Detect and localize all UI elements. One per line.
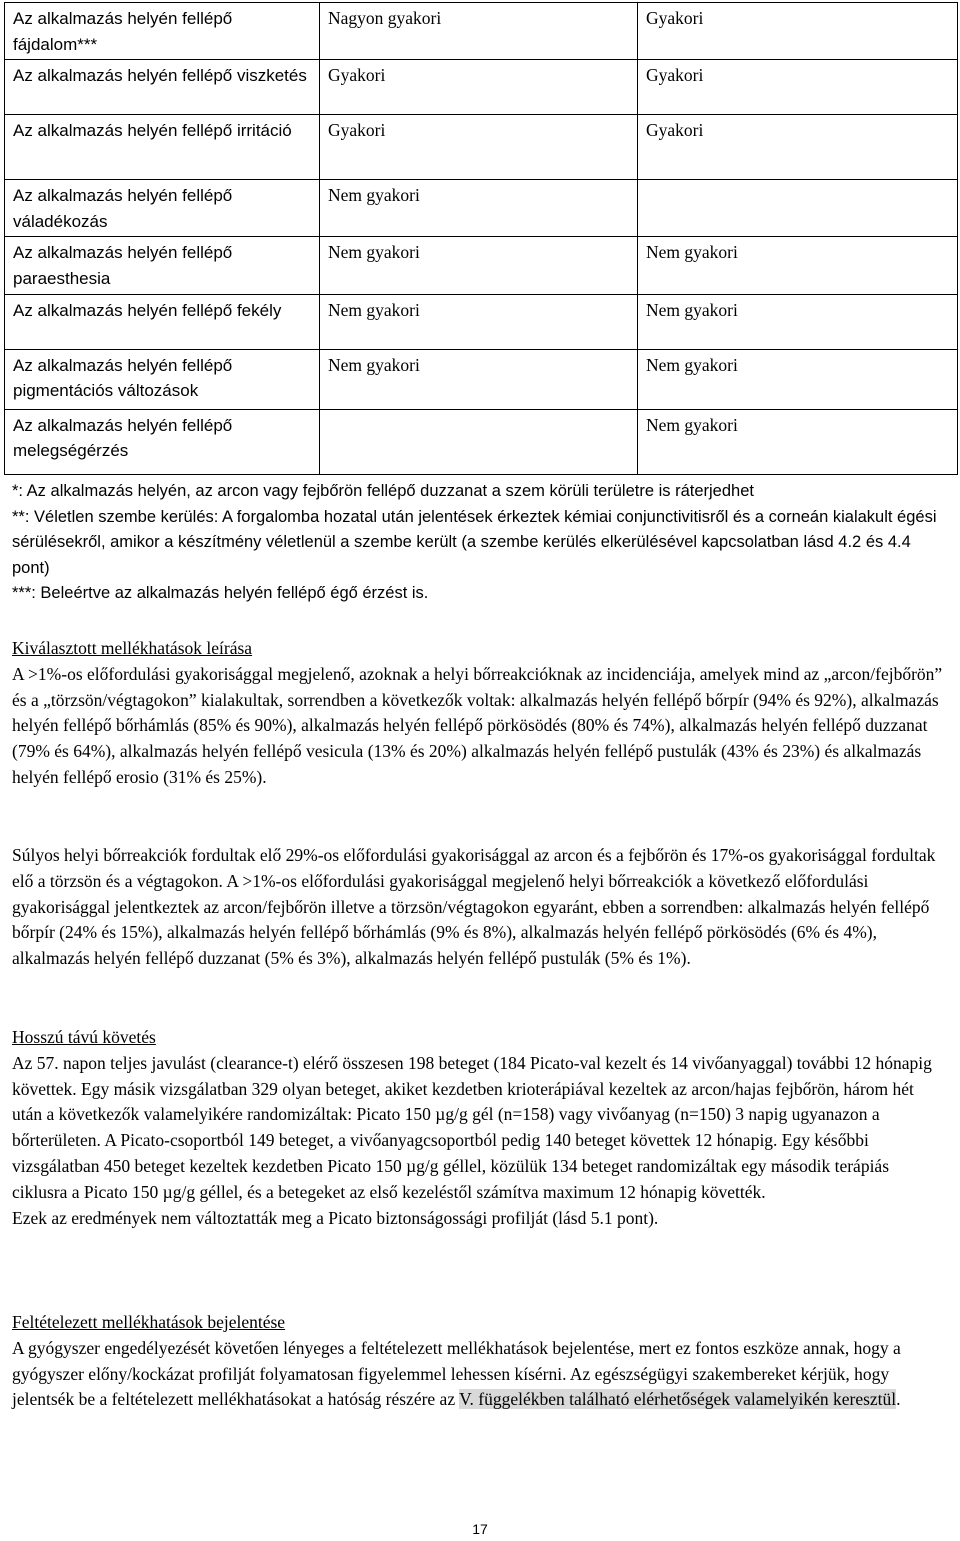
- table-footnotes: [12, 479, 947, 607]
- reaction-term-cell: Az alkalmazás helyén fellépő pigmentációs változások: [5, 349, 320, 409]
- frequency-trunk-cell: Gyakori: [638, 115, 958, 180]
- reaction-term-cell: Az alkalmazás helyén fellépő irritáció: [5, 115, 320, 180]
- footnote-3: ***: Beleértve az alkalmazás helyén fellépő égő érzést is.: [12, 584, 429, 603]
- reaction-term-cell: Az alkalmazás helyén fellépő viszketés: [5, 60, 320, 115]
- section-severe-skin-reactions: [12, 843, 947, 972]
- table-row: [5, 115, 958, 180]
- paragraph: Az 57. napon teljes javulást (clearance-t) elérő összesen 198 beteget (184 Picato-val kezelt és 14 vivőanyaggal) további 12 hónapig követtek. Egy másik vizsgálatban 329 olyan beteget, akiket kezdetben krioterápiával kezeltek az arcon/hajas fejbőrön, három hét után a következők valamelyikére randomizáltak: Picato 150 µg/g gél (n=158) vagy vivőanyag (n=150) 3 napig ugyanazon a bőrterületen. A Picato-csoportból 149 beteget, a vivőanyagcsoportból pedig 140 beteget követtek 12 hónapig. Egy későbbi vizsgálatban 450 beteget kezeltek kezdetben Picato 150 µg/g géllel, közülük 134 beteget randomizáltak egy második terápiás ciklusra a Picato 150 µg/g géllel, és a betegeket az első kezeléstől számítva maximum 12 hónapig követték.: [12, 1052, 932, 1202]
- frequency-trunk-cell: Nem gyakori: [638, 237, 958, 294]
- reaction-term-cell: Az alkalmazás helyén fellépő fájdalom***: [5, 3, 320, 60]
- paragraph: [12, 1336, 947, 1413]
- table-row: [5, 349, 958, 409]
- frequency-trunk-cell: Gyakori: [638, 60, 958, 115]
- section-selected-adverse-reactions: [12, 636, 947, 791]
- page-number: 17: [472, 1521, 488, 1537]
- appendix-v-link[interactable]: V. függelékben található elérhetőségek valamelyikén keresztül: [459, 1389, 897, 1410]
- section-heading: Hosszú távú követés: [12, 1027, 156, 1047]
- paragraph: Ezek az eredmények nem változtatták meg a Picato biztonságossági profilját (lásd 5.1 pont).: [12, 1207, 659, 1228]
- reaction-term-cell: Az alkalmazás helyén fellépő váladékozás: [5, 180, 320, 237]
- frequency-trunk-cell: [638, 180, 958, 237]
- frequency-face-cell: [320, 409, 638, 474]
- frequency-face-cell: Nagyon gyakori: [320, 3, 638, 60]
- reaction-term-cell: Az alkalmazás helyén fellépő melegségérzés: [5, 409, 320, 474]
- table-row: [5, 3, 958, 60]
- frequency-trunk-cell: Gyakori: [638, 3, 958, 60]
- section-heading: Feltételezett mellékhatások bejelentése: [12, 1312, 286, 1332]
- adverse-reactions-table: [4, 2, 958, 475]
- table-row: [5, 237, 958, 294]
- frequency-face-cell: Nem gyakori: [320, 180, 638, 237]
- frequency-face-cell: Nem gyakori: [320, 349, 638, 409]
- footnote-2: **: Véletlen szembe kerülés: A forgalomba hozatal után jelentések érkeztek kémiai conjunctivitisről és a corneán kialakult égési sérülésekről, amikor a készítmény véletlenül a szembe került (a szembe kerülés elkerülésével kapcsolatban lásd 4.2 és 4.4 pont): [12, 507, 937, 577]
- paragraph-text: A gyógyszer engedélyezését követően lényeges a feltételezett mellékhatások bejelentése, mert ez fontos eszköze annak, hogy a gyógyszer előny/kockázat profilját folyamatosan figyelemmel lehessen kísérni. Az egészségügyi szakembereket kérjük, hogy jelentsék be a feltételezett mellékhatásokat a hatóság részére az: [12, 1337, 901, 1410]
- table-row: [5, 60, 958, 115]
- frequency-trunk-cell: Nem gyakori: [638, 294, 958, 349]
- paragraph: A >1%-os előfordulási gyakorisággal megjelenő, azoknak a helyi bőrreakcióknak az incidenciája, amelyek mind az „arcon/fejbőrön” és a „törzsön/végtagokon” kialakultak, sorrendben a következők voltak: alkalmazás helyén fellépő bőrpír (94% és 92%), alkalmazás helyén fellépő bőrhámlás (85% és 90%), alkalmazás helyén fellépő pörkösödés (80% és 74%), alkalmazás helyén fellépő duzzanat (79% és 64%), alkalmazás helyén fellépő vesicula (13% és 20%) alkalmazás helyén fellépő pustulák (43% és 23%) és alkalmazás helyén fellépő erosio (31% és 25%).: [12, 663, 943, 787]
- reaction-term-cell: Az alkalmazás helyén fellépő fekély: [5, 294, 320, 349]
- reaction-term-cell: Az alkalmazás helyén fellépő paraesthesia: [5, 237, 320, 294]
- paragraph: Súlyos helyi bőrreakciók fordultak elő 29%-os előfordulási gyakorisággal az arcon és a fejbőrön és 17%-os gyakorisággal fordultak elő a törzsön és a végtagokon. A >1%-os előfordulási gyakorisággal megjelenő helyi bőrreakciók a következő előfordulási gyakorisággal jelentkeztek az arcon/fejbőrön illetve a törzsön/végtagokon egyaránt, ebben a sorrendben: alkalmazás helyén fellépő bőrpír (24% és 15%), alkalmazás helyén fellépő bőrhámlás (9% és 8%), alkalmazás helyén fellépő pörkösödés (6% és 4%), alkalmazás helyén fellépő duzzanat (5% és 3%), alkalmazás helyén fellépő pustulák (5% és 1%).: [12, 845, 936, 969]
- frequency-face-cell: Gyakori: [320, 60, 638, 115]
- table-row: [5, 294, 958, 349]
- section-reporting-adverse-reactions: [12, 1310, 947, 1413]
- frequency-face-cell: Nem gyakori: [320, 237, 638, 294]
- frequency-face-cell: Gyakori: [320, 115, 638, 180]
- section-long-term-follow-up: [12, 1025, 947, 1231]
- paragraph-end: .: [896, 1389, 901, 1410]
- section-heading: Kiválasztott mellékhatások leírása: [12, 638, 253, 658]
- table-row: [5, 180, 958, 237]
- footnote-1: *: Az alkalmazás helyén, az arcon vagy fejbőrön fellépő duzzanat a szem körüli területre is ráterjedhet: [12, 482, 754, 500]
- frequency-trunk-cell: Nem gyakori: [638, 409, 958, 474]
- table-row: [5, 409, 958, 474]
- frequency-trunk-cell: Nem gyakori: [638, 349, 958, 409]
- frequency-face-cell: Nem gyakori: [320, 294, 638, 349]
